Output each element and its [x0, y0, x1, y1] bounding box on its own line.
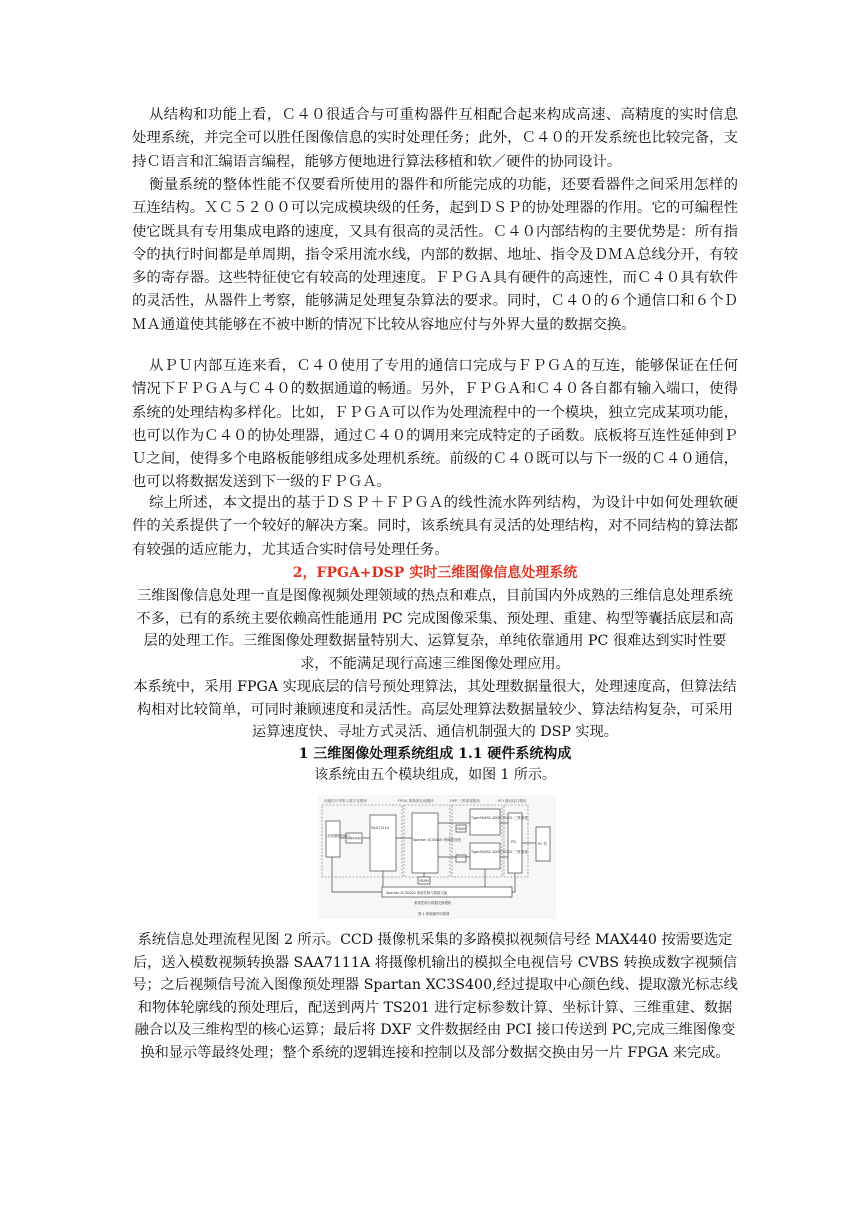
dsp1-block [470, 809, 500, 835]
dsp2-label: TigerSHARC ADSP-TS201 三维重建 [471, 850, 528, 854]
control-fpga-label: Spartan XC3S400 系统控制与数据交换 [386, 891, 448, 895]
figure-top-label: 视频信号采集与数字化模块 [324, 799, 368, 803]
camera-input-block [326, 821, 340, 857]
sram-label: SRAM [419, 879, 429, 883]
figure-top-label: PCI 通信接口模块 [498, 799, 527, 803]
mux-label: MAX440 [347, 836, 362, 841]
adc-block [370, 815, 396, 871]
paragraph-c40-structure: 从结构和功能上看，Ｃ４０很适合与可重构器件互相配合起来构成高速、高精度的实时信息处理系统，并完全可以胜任图像信息的实时处理任务；此外，Ｃ４０的开发系统也比较完备，支持Ｃ语言和汇编语言编程，能够方便地进行算法移植和软／硬件的协同设计。 [132, 107, 738, 170]
paragraph-3d-intro: 三维图像信息处理一直是图像视频处理领域的热点和难点，目前国内外成熟的三维信息处理系统不多，已有的系统主要依赖高性能通用 PC 完成图像采集、预处理、重建、构型等囊括底层和高层的处理工作。三维图像处理数据量特别大、运算复杂，单纯依靠通用 PC 很难达到实时性要求，不能满足现行高速三维图像处理应用。 [136, 588, 734, 672]
subsection-heading: 1 三维图像处理系统组成 1.1 硬件系统构成 [298, 746, 572, 762]
fpga-block [412, 813, 438, 873]
paragraph-fpga-dsp-split: 本系统中，采用 FPGA 实现底层的信号预处理算法，其处理数据量很大，处理速度高，但算法结构相对比较简单，可同时兼顾速度和灵活性。高层处理算法数据量较少、算法结构复杂，可采用运算速度快、寻址方式灵活、通信机制强大的 DSP 实现。 [133, 679, 737, 741]
paragraph-pu-interconnect: 从ＰＵ内部互连来看，Ｃ４０使用了专用的通信口完成与ＦＰＧＡ的互连，能够保证在任何情况下ＦＰＧＡ与Ｃ４０的数据通道的畅通。另外，ＦＰＧＡ和Ｃ４０各自都有输入端口，使得系统的处理结构多样化。比如，ＦＰＧＡ可以作为处理流程中的一个模块，独立完成某项功能，也可以作为Ｃ４０的协处理器，通过Ｃ４０的调用来完成特定的子函数。底板将互连性延伸到ＰＵ之间，使得多个电路板能够组成多处理机系统。前级的Ｃ４０既可以与下一级的Ｃ４０通信，也可以将数据发送到下一级的ＦＰＧＡ。 [132, 358, 738, 491]
paragraph-summary: 综上所述，本文提出的基于ＤＳＰ＋ＦＰＧＡ的线性流水阵列结构，为设计中如何处理软硬件的关系提供了一个较好的解决方案。同时，该系统具有灵活的处理结构，对不同结构的算法都有较强的适应能力，尤其适合实时信号处理任务。 [132, 495, 738, 558]
paragraph-processing-flow: 系统信息处理流程见图 2 所示。CCD 摄像机采集的多路模拟视频信号经 MAX440 按需要选定后，送入模数视频转换器 SAA7111A 将摄像机输出的模拟全电视信号 CVBS 转换成数字视频信号；之后视频信号流入图像预处理器 Spartan XC3S400,经过提取中心颜色线、提取激光标志线和物体轮廓线的预处理后，配送到两片 TS201 进行定标参数计算、坐标计算、三维重建、数据融合以及三维构型的核心运算；最后将 DXF 文件数据经由 PCI 接口传送到 PC,完成三维图像变换和显示等最终处理；整个系统的逻辑连接和控制以及部分数据交换由另一片 FPGA 来完成。 [132, 932, 738, 1061]
sram-block [456, 855, 466, 862]
dsp2-block [470, 843, 500, 869]
paragraph-system-performance: 衡量系统的整体性能不仅要看所使用的器件和所能完成的功能，还要看器件之间采用怎样的互连结构。ＸＣ５２００可以完成模块级的任务，起到ＤＳＰ的协处理器的作用。它的可编程性使它既具有专用集成电路的速度，又具有很高的灵活性。Ｃ４０内部结构的主要优势是：所有指令的执行时间都是单周期，指令采用流水线，内部的数据、地址、指令及ＤＭＡ总线分开，有较多的寄存器。这些特征使它有较高的处理速度。ＦＰＧＡ具有硬件的高速性，而Ｃ４０具有软件的灵活性，从器件上考察，能够满足处理复杂算法的要求。同时，Ｃ４０的６个通信口和６个ＤＭＡ通道使其能够在不被中断的情况下比较从容地应付与外界大量的数据交换。 [132, 177, 738, 333]
figure-caption: 图 1 系统硬件结构图 [418, 912, 450, 916]
control-module-label: 系统控制与数据交换模块 [414, 901, 452, 905]
adc-label: SAA7111A [371, 826, 389, 830]
hardware-block-diagram [318, 795, 556, 919]
camera-input-label: 多路摄像机输入 [327, 834, 351, 838]
figure-top-label: FPGA 图像预处理模块 [398, 799, 434, 803]
sram-label: SRAM [456, 827, 467, 831]
figure-intro-text: 该系统由五个模块组成，如图 1 所示。 [314, 767, 556, 783]
pci-label: PCI [511, 840, 517, 844]
pc-label: PC 机 [538, 842, 547, 846]
dsp1-label: TigerSHARC ADSP-TS201 三维重建 [471, 816, 528, 820]
figure-top-label: DSP 三维重建模块 [450, 799, 480, 803]
section-heading: 2，FPGA+DSP 实时三维图像信息处理系统 [292, 565, 578, 581]
fpga-label: Spartan XC3S400 图像预处理 [413, 838, 461, 842]
